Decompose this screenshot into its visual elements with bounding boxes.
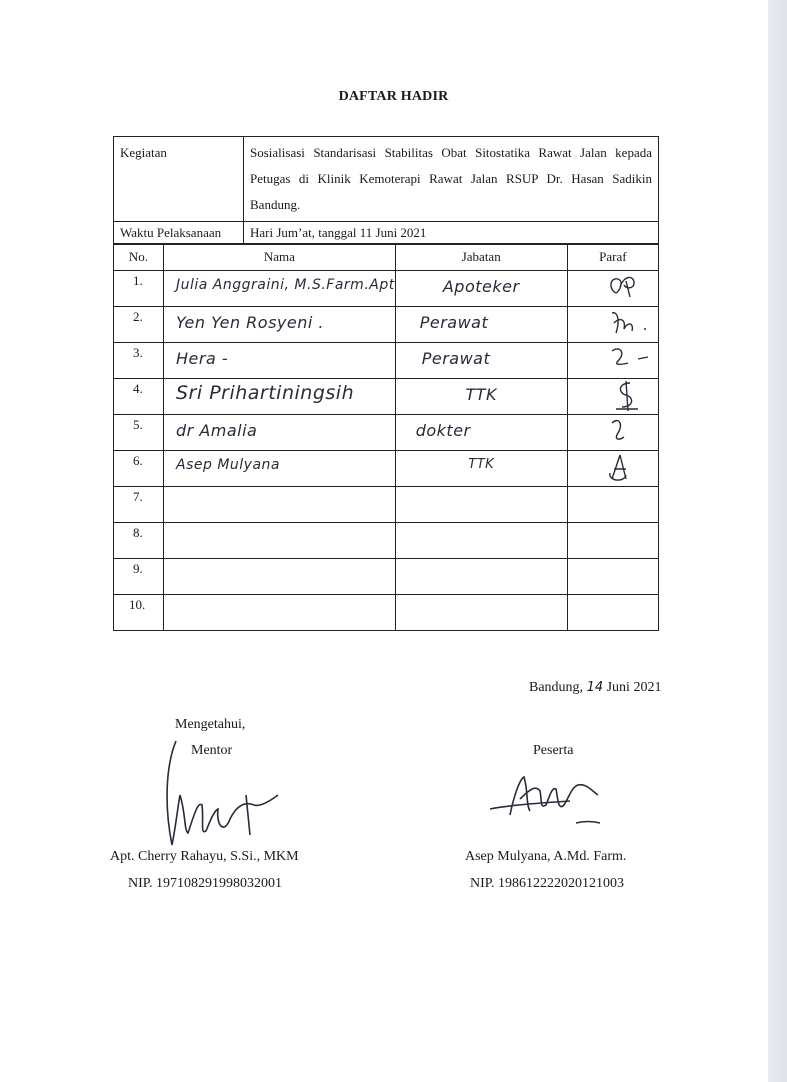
- row-nama: [164, 487, 396, 523]
- row-paraf: [567, 559, 658, 595]
- row-paraf: [567, 379, 658, 415]
- mengetahui-label: Mengetahui,: [175, 717, 246, 732]
- table-row: [114, 343, 659, 379]
- header-jabatan: Jabatan: [395, 244, 567, 271]
- table-row: [114, 415, 659, 451]
- peserta-name: Asep Mulyana, A.Md. Farm.: [465, 849, 627, 864]
- row-jabatan: Perawat: [419, 313, 489, 332]
- row-paraf: [567, 307, 658, 343]
- table-row: [114, 487, 659, 523]
- row-paraf: [567, 523, 658, 559]
- row-no: 1.: [114, 271, 164, 307]
- paraf-signature-2: [604, 307, 654, 339]
- paraf-signature-1: [604, 271, 644, 303]
- row-no: 4.: [114, 379, 164, 415]
- table-row: [114, 271, 659, 307]
- table-row: [114, 523, 659, 559]
- header-no: No.: [114, 244, 164, 271]
- kegiatan-value: Sosialisasi Standarisasi Stabilitas Obat Sitostatika Rawat Jalan kepada Petugas di Klinik Kemoterapi Rawat Jalan RSUP Dr. Hasan Sadikin Bandung.: [244, 137, 659, 222]
- paraf-signature-5: [604, 415, 644, 447]
- row-no: 2.: [114, 307, 164, 343]
- row-paraf: [567, 271, 658, 307]
- row-nama: Asep Mulyana: [176, 457, 280, 473]
- row-jabatan: TTK: [465, 385, 497, 404]
- row-jabatan: Apoteker: [442, 277, 520, 296]
- peserta-label: Peserta: [533, 743, 574, 758]
- table-row: [114, 595, 659, 631]
- row-jabatan: [395, 595, 567, 631]
- row-no: 7.: [114, 487, 164, 523]
- row-jabatan: [395, 559, 567, 595]
- row-jabatan: dokter: [415, 421, 471, 440]
- document-title: DAFTAR HADIR: [338, 89, 449, 104]
- row-nama: [164, 559, 396, 595]
- peserta-signature: [480, 765, 620, 835]
- row-nama: Sri Prihartiningsih: [176, 382, 355, 404]
- table-header-row: [114, 244, 659, 271]
- place-date-suffix: Juni 2021: [606, 680, 662, 695]
- table-row: [114, 379, 659, 415]
- row-paraf: [567, 343, 658, 379]
- row-jabatan: [395, 487, 567, 523]
- paraf-signature-6: [604, 451, 644, 485]
- row-jabatan: Perawat: [421, 349, 491, 368]
- mentor-nip: NIP. 197108291998032001: [128, 876, 283, 891]
- attendance-table: [113, 243, 659, 631]
- row-no: 9.: [114, 559, 164, 595]
- row-nama: Hera -: [176, 349, 229, 368]
- row-nama: [164, 595, 396, 631]
- waktu-label: Waktu Pelaksanaan: [114, 222, 244, 245]
- header-paraf: Paraf: [567, 244, 658, 271]
- row-paraf: [567, 415, 658, 451]
- row-jabatan: TTK: [468, 457, 495, 472]
- row-paraf: [567, 451, 658, 487]
- scan-edge: [768, 0, 787, 1082]
- row-no: 10.: [114, 595, 164, 631]
- waktu-value: Hari Jum’at, tanggal 11 Juni 2021: [244, 222, 659, 245]
- row-no: 5.: [114, 415, 164, 451]
- activity-info-table: [113, 136, 659, 245]
- place-date-prefix: Bandung,: [529, 680, 584, 695]
- place-date: [529, 680, 661, 696]
- paraf-signature-4: [604, 379, 648, 413]
- row-paraf: [567, 595, 658, 631]
- table-row: [114, 451, 659, 487]
- row-nama: [164, 523, 396, 559]
- header-nama: Nama: [164, 244, 396, 271]
- table-row: [114, 559, 659, 595]
- row-nama: Julia Anggraini, M.S.Farm.Apt: [176, 277, 395, 293]
- paraf-signature-3: [604, 343, 654, 375]
- row-paraf: [567, 487, 658, 523]
- mentor-label: Mentor: [191, 743, 233, 758]
- row-no: 8.: [114, 523, 164, 559]
- peserta-nip: NIP. 198612222020121003: [470, 876, 625, 891]
- row-nama: Yen Yen Rosyeni .: [176, 313, 324, 332]
- row-no: 3.: [114, 343, 164, 379]
- row-no: 6.: [114, 451, 164, 487]
- row-jabatan: [395, 523, 567, 559]
- table-row: [114, 307, 659, 343]
- kegiatan-label: Kegiatan: [114, 137, 244, 222]
- place-date-day: 14: [586, 680, 604, 695]
- row-nama: dr Amalia: [176, 421, 258, 440]
- mentor-signature: [150, 735, 290, 860]
- mentor-name: Apt. Cherry Rahayu, S.Si., MKM: [110, 849, 299, 864]
